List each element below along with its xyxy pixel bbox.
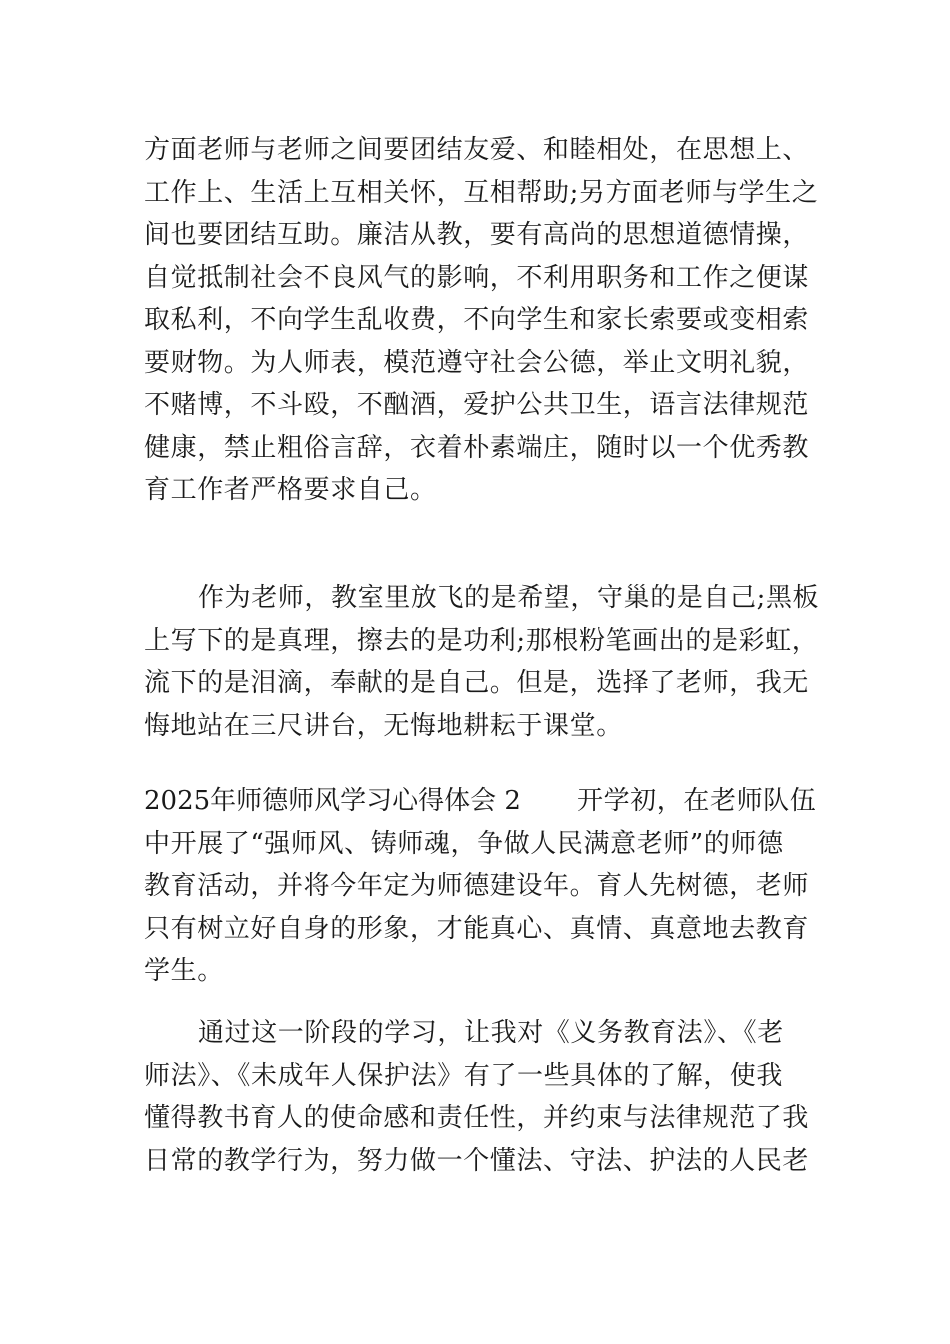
paragraph-line: 教育活动，并将今年定为师德建设年。育人先树德，老师	[144, 871, 810, 901]
paragraph-line-start: 开学初，在老师队伍	[576, 786, 817, 816]
paragraph-line: 不赌博，不斗殴，不酗酒，爱护公共卫生，语言法律规范	[144, 390, 810, 420]
paragraph-4	[144, 1012, 808, 1182]
paragraph-1	[144, 129, 819, 512]
paragraph-line: 自觉抵制社会不良风气的影响，不利用职务和工作之便谋	[144, 262, 810, 293]
paragraph-line: 通过这一阶段的学习，让我对《义务教育法》、《老	[198, 1018, 784, 1048]
paragraph-line: 懂得教书育人的使命感和责任性，并约束与法律规范了我	[144, 1103, 810, 1133]
paragraph-3	[144, 780, 817, 993]
paragraph-line: 健康，禁止粗俗言辞，衣着朴素端庄，随时以一个优秀教	[144, 432, 810, 463]
paragraph-line: 方面老师与老师之间要团结友爱、和睦相处，在思想上、	[144, 135, 810, 165]
paragraph-line: 要财物。为人师表，模范遵守社会公德，举止文明礼貌，	[144, 347, 810, 378]
paragraph-line: 间也要团结互助。廉洁从教，要有高尚的思想道德情操，	[144, 220, 810, 250]
section-title-line	[144, 780, 817, 823]
paragraph-2	[144, 577, 820, 747]
paragraph-line: 取私利，不向学生乱收费，不向学生和家长索要或变相索	[144, 305, 810, 335]
paragraph-line: 学生。	[144, 956, 224, 986]
paragraph-line: 流下的是泪滴，奉献的是自己。但是，选择了老师，我无	[144, 668, 810, 698]
paragraph-line: 日常的教学行为，努力做一个懂法、守法、护法的人民老	[144, 1145, 810, 1176]
paragraph-line: 师法》、《未成年人保护法》有了一些具体的了解，使我	[144, 1060, 784, 1091]
section-title: 2025年师德师风学习心得体会 2	[144, 786, 521, 816]
paragraph-line: 育工作者严格要求自己。	[144, 475, 437, 505]
paragraph-line: 悔地站在三尺讲台，无悔地耕耘于课堂。	[144, 710, 623, 741]
paragraph-line: 上写下的是真理，擦去的是功利;那根粉笔画出的是彩虹，	[144, 625, 819, 656]
paragraph-line: 工作上、生活上互相关怀，互相帮助;另方面老师与学生之	[144, 177, 819, 208]
paragraph-line: 中开展了“强师风、铸师魂，争做人民满意老师”的师德	[144, 828, 784, 859]
paragraph-line: 作为老师，教室里放飞的是希望，守巢的是自己;黑板	[198, 583, 820, 613]
paragraph-line: 只有树立好自身的形象，才能真心、真情、真意地去教育	[144, 913, 810, 944]
